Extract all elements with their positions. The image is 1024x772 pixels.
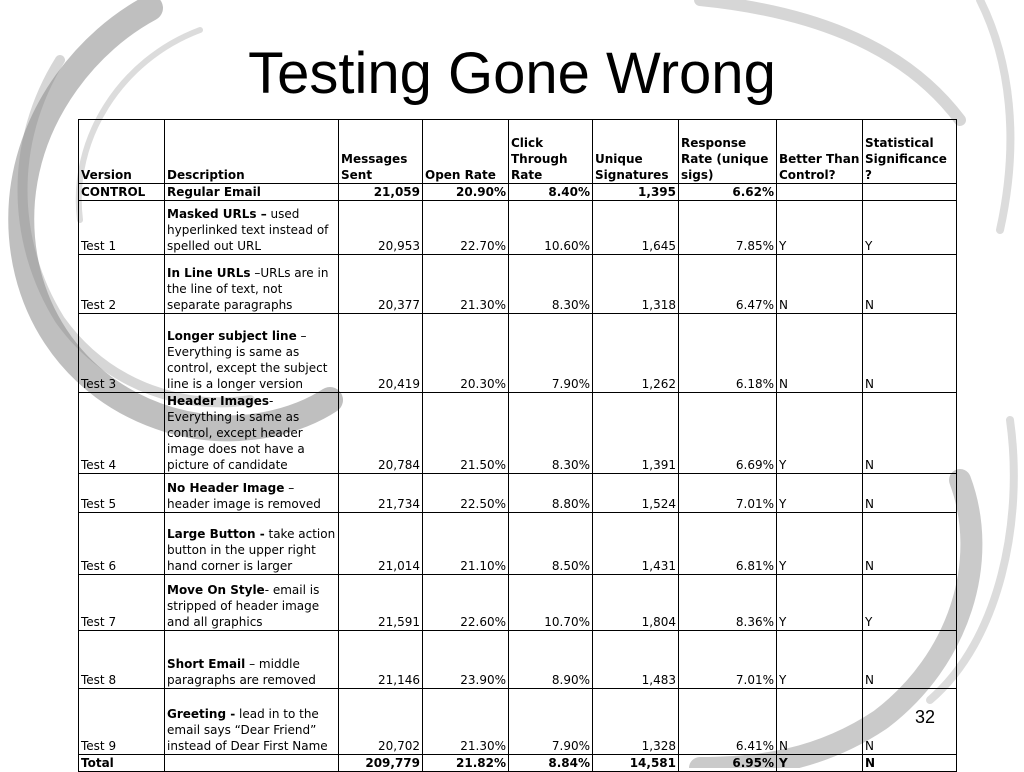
cell-version: Test 4: [79, 393, 165, 474]
slide-title: Testing Gone Wrong: [248, 41, 776, 106]
cell-messages-sent: 21,146: [339, 631, 423, 689]
cell-statistical-significance: N: [863, 513, 957, 575]
cell-better-than-control: Y: [777, 631, 863, 689]
header-statistical-significance: Statistical Significance ?: [863, 120, 957, 184]
cell-description: [165, 474, 339, 513]
description-bold: Header Images: [167, 394, 270, 408]
description-text: – Everything is same as control, except the subject line is a longer version: [167, 329, 328, 391]
cell-response-rate: 6.47%: [679, 255, 777, 314]
cell-messages-sent: 21,014: [339, 513, 423, 575]
cell-messages-sent: 209,779: [339, 755, 423, 772]
cell-description: [165, 689, 339, 755]
description-bold: Large Button -: [167, 527, 265, 541]
description-text: - Everything is same as control, except header image does not have a picture of candidate: [167, 394, 305, 472]
cell-description: [165, 314, 339, 393]
cell-click-through-rate: 8.30%: [509, 393, 593, 474]
cell-statistical-significance: Y: [863, 575, 957, 631]
header-messages-sent: Messages Sent: [339, 120, 423, 184]
table-row: [79, 513, 957, 575]
cell-response-rate: 7.85%: [679, 201, 777, 255]
control-row: [79, 184, 957, 201]
cell-response-rate: 8.36%: [679, 575, 777, 631]
cell-version: CONTROL: [79, 184, 165, 201]
description-bold: No Header Image: [167, 481, 285, 495]
cell-version: Test 1: [79, 201, 165, 255]
cell-click-through-rate: 8.84%: [509, 755, 593, 772]
cell-response-rate: 6.69%: [679, 393, 777, 474]
cell-open-rate: 23.90%: [423, 631, 509, 689]
description-text: take action button in the upper right hand corner is larger: [167, 527, 336, 573]
header-open-rate: Open Rate: [423, 120, 509, 184]
cell-messages-sent: 20,784: [339, 393, 423, 474]
cell-open-rate: 21.30%: [423, 255, 509, 314]
cell-response-rate: 6.18%: [679, 314, 777, 393]
cell-unique-signatures: 1,524: [593, 474, 679, 513]
cell-version: Test 3: [79, 314, 165, 393]
table-row: [79, 689, 957, 755]
cell-version: Total: [79, 755, 165, 772]
cell-better-than-control: Y: [777, 513, 863, 575]
cell-statistical-significance: N: [863, 474, 957, 513]
description-text: lead in to the email says “Dear Friend” instead of Dear First Name: [167, 707, 328, 753]
description-bold: In Line URLs: [167, 266, 251, 280]
cell-better-than-control: Y: [777, 755, 863, 772]
header-click-through-rate: Click Through Rate: [509, 120, 593, 184]
cell-statistical-significance: [863, 184, 957, 201]
cell-description: [165, 755, 339, 772]
cell-messages-sent: 21,734: [339, 474, 423, 513]
description-bold: Move On Style: [167, 583, 265, 597]
cell-click-through-rate: 10.70%: [509, 575, 593, 631]
description-text: - email is stripped of header image and all graphics: [167, 583, 320, 629]
cell-description: Regular Email: [165, 184, 339, 201]
cell-version: Test 9: [79, 689, 165, 755]
header-better-than-control: Better Than Control?: [777, 120, 863, 184]
cell-better-than-control: Y: [777, 393, 863, 474]
cell-unique-signatures: 1,328: [593, 689, 679, 755]
cell-open-rate: 21.30%: [423, 689, 509, 755]
table-row: [79, 631, 957, 689]
description-text: – middle paragraphs are removed: [167, 657, 316, 687]
cell-better-than-control: Y: [777, 575, 863, 631]
cell-description: [165, 575, 339, 631]
header-version: Version: [79, 120, 165, 184]
cell-response-rate: 6.41%: [679, 689, 777, 755]
cell-open-rate: 22.60%: [423, 575, 509, 631]
cell-unique-signatures: 1,395: [593, 184, 679, 201]
results-table: [78, 119, 957, 772]
cell-messages-sent: 21,591: [339, 575, 423, 631]
cell-click-through-rate: 8.40%: [509, 184, 593, 201]
cell-statistical-significance: N: [863, 393, 957, 474]
cell-unique-signatures: 1,483: [593, 631, 679, 689]
cell-click-through-rate: 8.30%: [509, 255, 593, 314]
description-text: –URLs are in the line of text, not separate paragraphs: [167, 266, 329, 312]
cell-version: Test 2: [79, 255, 165, 314]
cell-description: [165, 393, 339, 474]
cell-description: [165, 513, 339, 575]
cell-unique-signatures: 1,431: [593, 513, 679, 575]
cell-response-rate: 6.95%: [679, 755, 777, 772]
cell-better-than-control: Y: [777, 201, 863, 255]
cell-version: Test 8: [79, 631, 165, 689]
cell-response-rate: 6.62%: [679, 184, 777, 201]
cell-open-rate: 21.10%: [423, 513, 509, 575]
cell-description: [165, 201, 339, 255]
cell-open-rate: 20.90%: [423, 184, 509, 201]
cell-response-rate: 6.81%: [679, 513, 777, 575]
cell-version: Test 6: [79, 513, 165, 575]
cell-unique-signatures: 1,318: [593, 255, 679, 314]
cell-unique-signatures: 14,581: [593, 755, 679, 772]
table-row: [79, 255, 957, 314]
cell-response-rate: 7.01%: [679, 631, 777, 689]
cell-description: [165, 631, 339, 689]
header-row: [79, 120, 957, 184]
cell-better-than-control: N: [777, 255, 863, 314]
cell-statistical-significance: N: [863, 314, 957, 393]
cell-better-than-control: N: [777, 314, 863, 393]
cell-unique-signatures: 1,262: [593, 314, 679, 393]
cell-messages-sent: 20,953: [339, 201, 423, 255]
cell-statistical-significance: N: [863, 755, 957, 772]
header-unique-signatures: Unique Signatures: [593, 120, 679, 184]
cell-statistical-significance: N: [863, 631, 957, 689]
cell-click-through-rate: 8.80%: [509, 474, 593, 513]
cell-click-through-rate: 8.50%: [509, 513, 593, 575]
cell-open-rate: 20.30%: [423, 314, 509, 393]
table-row: [79, 201, 957, 255]
cell-description: [165, 255, 339, 314]
description-bold: Masked URLs –: [167, 207, 267, 221]
cell-click-through-rate: 7.90%: [509, 314, 593, 393]
cell-better-than-control: [777, 184, 863, 201]
cell-better-than-control: Y: [777, 474, 863, 513]
cell-statistical-significance: Y: [863, 201, 957, 255]
table-row: [79, 474, 957, 513]
cell-open-rate: 22.70%: [423, 201, 509, 255]
cell-statistical-significance: N: [863, 255, 957, 314]
table-row: [79, 393, 957, 474]
cell-messages-sent: 20,377: [339, 255, 423, 314]
cell-unique-signatures: 1,645: [593, 201, 679, 255]
cell-version: Test 7: [79, 575, 165, 631]
total-row: [79, 755, 957, 772]
table-row: [79, 575, 957, 631]
cell-version: Test 5: [79, 474, 165, 513]
cell-messages-sent: 20,702: [339, 689, 423, 755]
table-row: [79, 314, 957, 393]
cell-messages-sent: 21,059: [339, 184, 423, 201]
description-bold: Longer subject line: [167, 329, 297, 343]
cell-click-through-rate: 10.60%: [509, 201, 593, 255]
cell-open-rate: 21.50%: [423, 393, 509, 474]
description-bold: Greeting -: [167, 707, 236, 721]
cell-messages-sent: 20,419: [339, 314, 423, 393]
cell-unique-signatures: 1,804: [593, 575, 679, 631]
cell-response-rate: 7.01%: [679, 474, 777, 513]
header-description: Description: [165, 120, 339, 184]
page-number: 32: [914, 707, 936, 727]
cell-click-through-rate: 7.90%: [509, 689, 593, 755]
header-response-rate: Response Rate (unique sigs): [679, 120, 777, 184]
description-text: used hyperlinked text instead of spelled out URL: [167, 207, 329, 253]
cell-click-through-rate: 8.90%: [509, 631, 593, 689]
cell-open-rate: 22.50%: [423, 474, 509, 513]
cell-better-than-control: N: [777, 689, 863, 755]
description-text: – header image is removed: [167, 481, 321, 511]
description-bold: Short Email: [167, 657, 246, 671]
cell-statistical-significance: N: [863, 689, 957, 755]
cell-open-rate: 21.82%: [423, 755, 509, 772]
cell-unique-signatures: 1,391: [593, 393, 679, 474]
